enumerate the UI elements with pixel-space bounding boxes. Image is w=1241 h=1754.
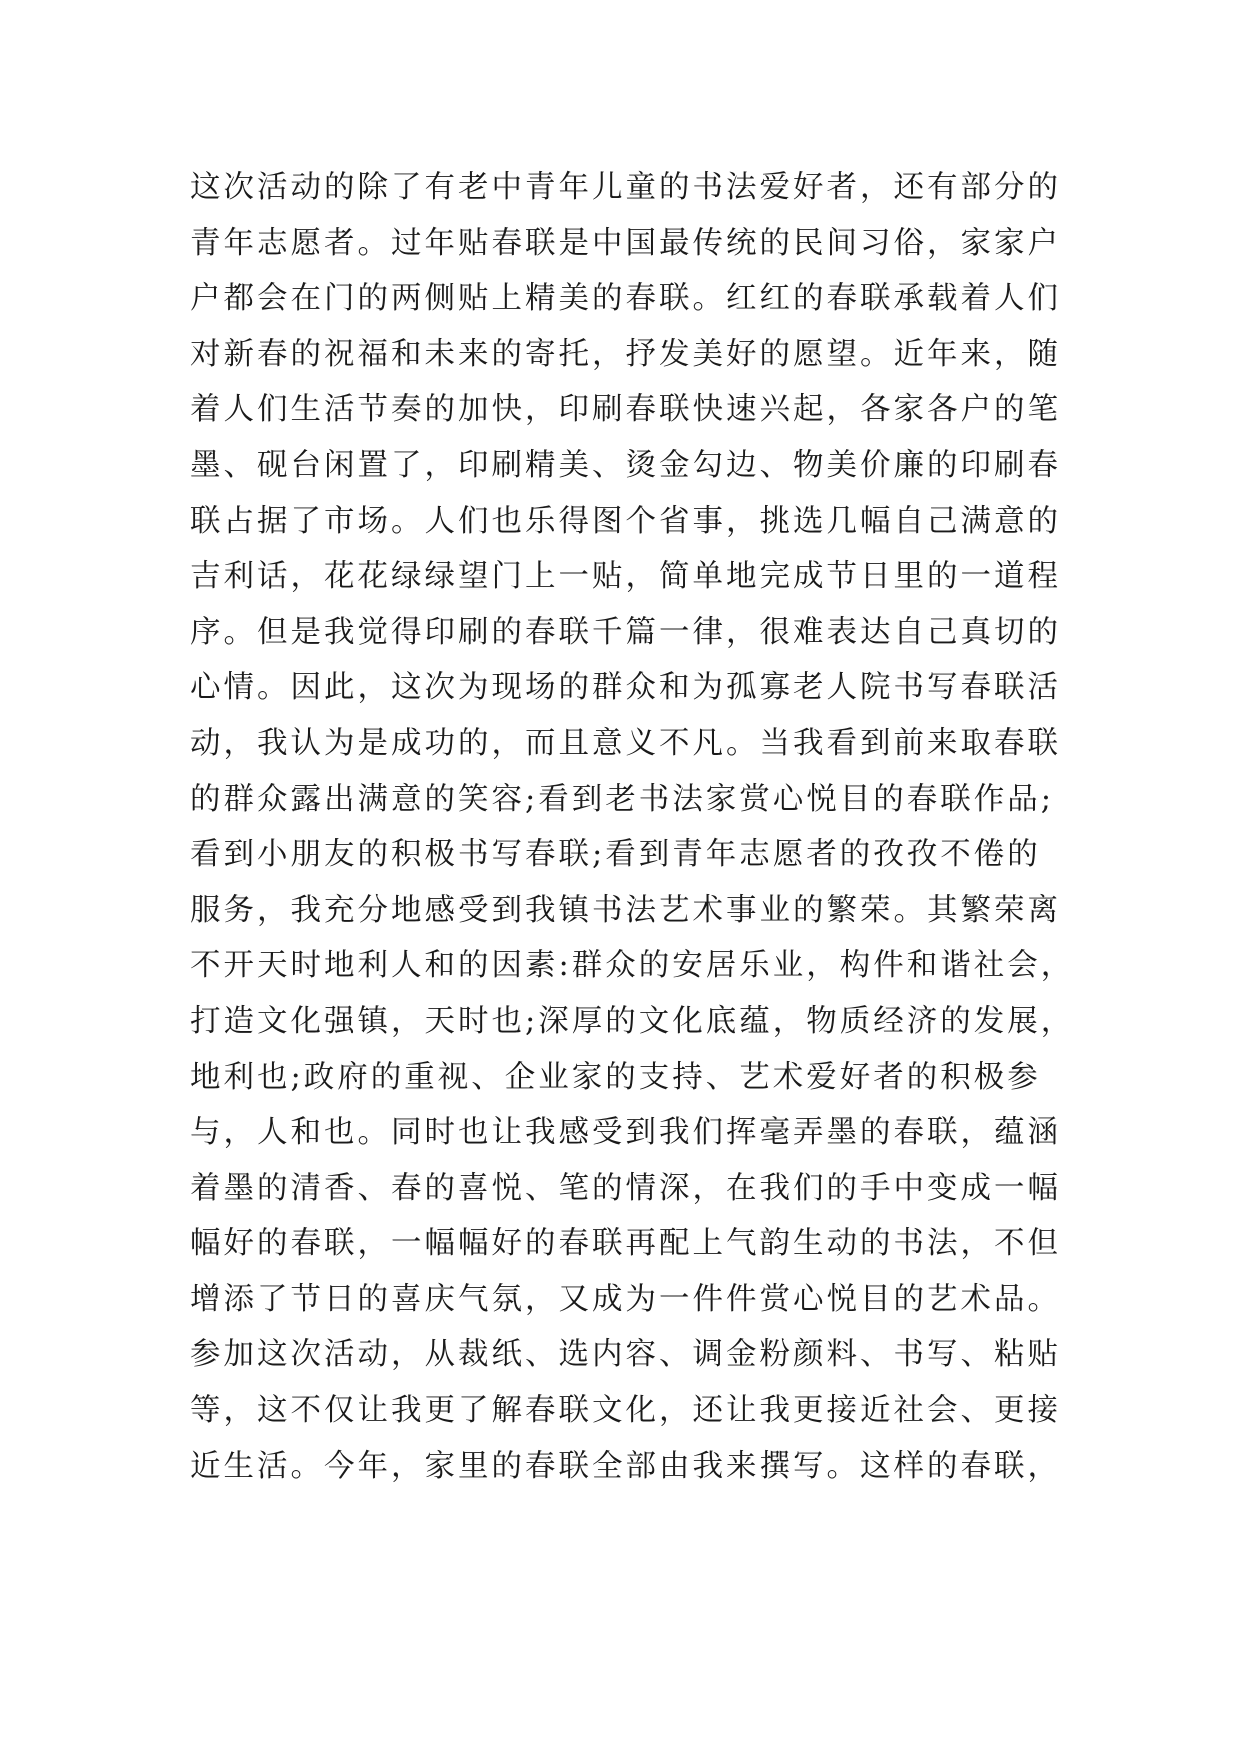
text-line: 近生活。今年，家里的春联全部由我来撰写。这样的春联， <box>190 1448 1061 1484</box>
text-line: 联占据了市场。人们也乐得图个省事，挑选几幅自己满意的 <box>190 503 1061 539</box>
text-line: 着人们生活节奏的加快，印刷春联快速兴起，各家各户的笔 <box>190 392 1061 428</box>
text-line: 打造文化强镇，天时也;深厚的文化底蕴，物质经济的发展， <box>190 1003 1075 1039</box>
text-line: 看到小朋友的积极书写春联;看到青年志愿者的孜孜不倦的 <box>190 837 1041 873</box>
text-line: 心情。因此，这次为现场的群众和为孤寡老人院书写春联活 <box>190 670 1061 706</box>
text-line: 对新春的祝福和未来的寄托，抒发美好的愿望。近年来，随 <box>190 336 1061 372</box>
text-line: 与，人和也。同时也让我感受到我们挥毫弄墨的春联，蕴涵 <box>190 1115 1061 1151</box>
text-line: 服务，我充分地感受到我镇书法艺术事业的繁荣。其繁荣离 <box>190 892 1061 928</box>
text-line: 着墨的清香、春的喜悦、笔的情深，在我们的手中变成一幅 <box>190 1170 1061 1206</box>
text-line: 吉利话，花花绿绿望门上一贴，简单地完成节日里的一道程 <box>190 559 1061 595</box>
text-line: 等，这不仅让我更了解春联文化，还让我更接近社会、更接 <box>190 1393 1061 1429</box>
text-line: 户都会在门的两侧贴上精美的春联。红红的春联承载着人们 <box>190 281 1061 317</box>
text-line: 不开天时地利人和的因素:群众的安居乐业，构件和谐社会， <box>190 948 1075 984</box>
text-line: 动，我认为是成功的，而且意义不凡。当我看到前来取春联 <box>190 725 1061 761</box>
text-line: 地利也;政府的重视、企业家的支持、艺术爱好者的积极参 <box>190 1059 1041 1095</box>
text-line: 青年志愿者。过年贴春联是中国最传统的民间习俗，家家户 <box>190 225 1061 261</box>
text-line: 的群众露出满意的笑容;看到老书法家赏心悦目的春联作品; <box>190 781 1055 817</box>
text-line: 墨、砚台闲置了，印刷精美、烫金勾边、物美价廉的印刷春 <box>190 447 1061 483</box>
text-line: 增添了节日的喜庆气氛，又成为一件件赏心悦目的艺术品。 <box>190 1281 1061 1317</box>
text-line: 序。但是我觉得印刷的春联千篇一律，很难表达自己真切的 <box>190 614 1061 650</box>
text-line: 这次活动的除了有老中青年儿童的书法爱好者，还有部分的 <box>190 170 1061 205</box>
text-line: 参加这次活动，从裁纸、选内容、调金粉颜料、书写、粘贴 <box>190 1337 1061 1373</box>
body-paragraph <box>190 160 1075 1494</box>
text-line: 幅好的春联，一幅幅好的春联再配上气韵生动的书法，不但 <box>190 1226 1061 1262</box>
